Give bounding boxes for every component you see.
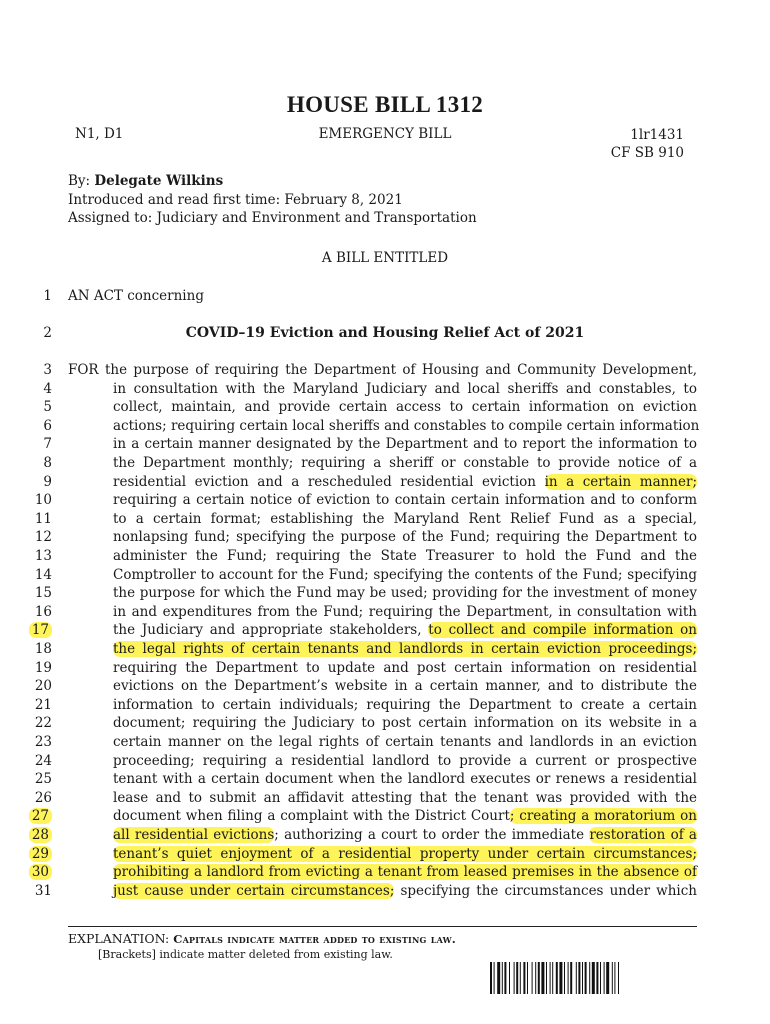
bill-text-line <box>113 827 697 843</box>
barcode-bar <box>578 962 580 994</box>
sponsor-line: By: Delegate Wilkins <box>68 173 224 189</box>
highlighted-text: just cause under certain circumstances; <box>113 882 395 899</box>
text-segment: Comptroller to account for the Fund; specifying the contents of the Fund; specifying <box>113 566 697 583</box>
highlighted-text: tenant’s quiet enjoyment of a residential property under certain circumstances; <box>113 845 697 862</box>
text-segment: the purpose for which the Fund may be used; providing for the investment of money <box>113 585 697 602</box>
barcode-bar <box>527 962 528 994</box>
bill-text-line <box>113 883 697 899</box>
line-number: 21 <box>34 696 52 713</box>
line-number: 22 <box>34 715 52 732</box>
text-segment: information to certain individuals; requiring the Department to create a certain <box>113 696 697 713</box>
doc-id: 1lr1431 <box>630 127 684 143</box>
barcode-bar <box>556 962 558 994</box>
bill-text-line <box>113 715 697 731</box>
bill-text-line <box>113 474 697 490</box>
barcode-bar <box>504 962 506 994</box>
bill-text-line <box>113 790 697 806</box>
bill-codes: N1, D1 <box>75 126 124 142</box>
explanation-line: EXPLANATION: Capitals indicate matter added to existing law. <box>68 931 456 946</box>
barcode-bar <box>582 962 583 994</box>
barcode-bar <box>535 962 536 994</box>
barcode-bar <box>596 962 598 994</box>
act-short-title: COVID–19 Eviction and Housing Relief Act of 2021 <box>185 325 585 341</box>
barcode-bar <box>576 962 577 994</box>
bill-text-line <box>113 622 697 638</box>
barcode-bar <box>612 962 613 994</box>
bill-text-line <box>113 529 697 545</box>
line-number: 26 <box>34 789 52 806</box>
barcode-bar <box>523 962 525 994</box>
assigned-line: Assigned to: Judiciary and Environment and Transportation <box>68 210 477 227</box>
line-number: 3 <box>43 362 52 378</box>
barcode-bar <box>509 962 510 994</box>
barcode-bar <box>546 962 547 994</box>
text-segment: residential eviction and a rescheduled residential eviction <box>113 473 545 490</box>
text-segment: in a certain manner designated by the Department and to report the information to <box>113 436 697 453</box>
text-segment: specifying the circumstances under which <box>394 882 698 899</box>
bill-text-line <box>113 864 697 880</box>
bill-text-line <box>113 641 697 657</box>
bill-text-line <box>113 511 697 527</box>
barcode-bar <box>502 962 503 994</box>
bill-text-line <box>113 455 697 471</box>
text-segment: document; requiring the Judiciary to post certain information on its website in a <box>113 715 697 732</box>
barcode-bar <box>564 962 565 994</box>
line-number: 4 <box>43 380 52 397</box>
text-segment: document when filing a complaint with the District Court <box>113 808 510 825</box>
text-segment: lease and to submit an affidavit attesting that the tenant was provided with the <box>113 789 697 806</box>
barcode-bar <box>592 962 595 994</box>
act-concerning: AN ACT concerning <box>68 288 204 304</box>
sponsor-block <box>68 172 477 228</box>
line-number: 2 <box>43 325 52 341</box>
barcode-bar <box>618 962 619 994</box>
bill-text-line <box>68 362 697 378</box>
bill-text-line <box>113 734 697 750</box>
bill-text-line <box>113 808 697 824</box>
bill-text-line <box>113 436 697 452</box>
line-number: 25 <box>34 771 52 788</box>
bill-text-line <box>113 567 697 583</box>
bill-text-line <box>113 381 697 397</box>
line-number: 9 <box>43 473 52 490</box>
bill-text-line <box>113 604 697 620</box>
introduced-line: Introduced and read first time: February 8, 2021 <box>68 191 403 208</box>
barcode-bar <box>490 962 492 994</box>
bill-text-line <box>113 697 697 713</box>
barcode-bar <box>494 962 495 994</box>
text-segment: requiring a certain notice of eviction to contain certain information and to conform <box>113 492 697 509</box>
bill-doc-ids <box>611 126 684 162</box>
text-segment: ; authorizing a court to order the immediate <box>274 827 590 843</box>
text-segment: nonlapsing fund; specifying the purpose of the Fund; requiring the Department to <box>113 529 697 546</box>
bill-text-line <box>113 399 697 415</box>
line-number: 1 <box>43 288 52 304</box>
text-segment: in and expenditures from the Fund; requiring the Department, in consultation with <box>113 603 697 620</box>
highlighted-text: the legal rights of certain tenants and landlords in certain eviction proceedings; <box>113 641 697 657</box>
barcode-bar <box>514 962 515 994</box>
highlighted-text: restoration of a <box>589 827 697 843</box>
line-number: 14 <box>34 566 52 583</box>
text-segment: tenant with a certain document when the landlord executes or renews a residential <box>113 771 697 788</box>
text-segment: certain manner on the legal rights of certain tenants and landlords in an eviction <box>113 734 697 750</box>
highlighted-text: all residential evictions <box>113 827 275 843</box>
barcode-bar <box>532 962 533 994</box>
bill-text-line <box>113 492 697 508</box>
line-number: 13 <box>34 548 52 564</box>
barcode-bar <box>552 962 553 994</box>
text-segment: actions; requiring certain local sheriffs and constables to compile certain information <box>113 417 700 434</box>
line-number: 30 <box>10 864 52 880</box>
text-segment: in consultation with the Maryland Judiciary and local sheriffs and constables, to <box>113 380 697 397</box>
text-segment: the Judiciary and appropriate stakeholders, <box>113 622 429 639</box>
highlighted-text: prohibiting a landlord from evicting a tenant from leased premises in the absence of <box>113 864 697 881</box>
text-segment: requiring the Department to update and post certain information on residential <box>113 659 697 676</box>
barcode-bar <box>516 962 518 994</box>
barcode-bar <box>606 962 609 994</box>
bill-text-line <box>113 585 697 601</box>
bill-text-line <box>113 678 697 694</box>
text-segment: the Department monthly; requiring a sheriff or constable to provide notice of a <box>113 455 697 471</box>
line-number: 7 <box>43 436 52 453</box>
barcode-bar <box>614 962 615 994</box>
line-number: 27 <box>10 808 52 824</box>
barcode-bar <box>604 962 605 994</box>
text-segment: evictions on the Department’s website in a certain manner, and to distribute the <box>113 678 697 695</box>
line-number: 24 <box>34 752 52 769</box>
cross-reference: CF SB 910 <box>610 145 684 161</box>
barcode <box>490 962 683 994</box>
barcode-bar <box>497 962 500 994</box>
line-number: 18 <box>34 641 52 657</box>
line-number: 20 <box>34 678 52 695</box>
bill-type: EMERGENCY BILL <box>318 126 452 142</box>
bill-text-line <box>113 753 697 769</box>
barcode-bar <box>570 962 572 994</box>
text-segment: collect, maintain, and provide certain access to certain information on eviction <box>113 399 697 416</box>
highlighted-text: to collect and compile information on <box>428 622 698 639</box>
line-number: 23 <box>34 734 52 750</box>
line-number: 12 <box>34 529 52 546</box>
barcode-bar <box>559 962 562 994</box>
text-segment: administer the Fund; requiring the State Treasurer to hold the Fund and the <box>113 548 697 564</box>
line-number: 29 <box>10 846 52 862</box>
text-segment: proceeding; requiring a residential landlord to provide a current or prospective <box>113 752 697 769</box>
line-number: 16 <box>34 603 52 620</box>
barcode-bar <box>541 962 544 994</box>
bill-text-line <box>113 417 700 434</box>
bill-text-line <box>113 771 697 787</box>
line-number: 11 <box>34 510 52 527</box>
barcode-bar <box>589 962 590 994</box>
line-number: 28 <box>10 827 52 843</box>
line-number: 19 <box>34 659 52 676</box>
barcode-bar <box>600 962 601 994</box>
highlighted-text: in a certain manner; <box>544 473 697 490</box>
bill-text-line <box>113 846 697 862</box>
barcode-bar <box>550 962 551 994</box>
barcode-bar <box>568 962 569 994</box>
footer-divider <box>68 926 697 927</box>
bill-title: HOUSE BILL 1312 <box>286 92 484 117</box>
highlighted-text: ; creating a moratorium on <box>509 808 698 825</box>
barcode-bar <box>538 962 540 994</box>
line-number: 10 <box>34 492 52 509</box>
sponsor-name: Delegate Wilkins <box>94 173 224 189</box>
line-number: 15 <box>34 585 52 602</box>
text-segment: to a certain format; establishing the Maryland Rent Relief Fund as a special, <box>113 510 697 527</box>
bill-text-line <box>113 660 697 676</box>
line-number: 5 <box>43 399 52 416</box>
bill-text-line <box>113 548 697 564</box>
barcode-bar <box>585 962 587 994</box>
brackets-line: [Brackets] indicate matter deleted from existing law. <box>98 948 393 961</box>
text-segment: FOR the purpose of requiring the Department of Housing and Community Development, <box>68 362 697 378</box>
line-number: 8 <box>43 455 52 471</box>
line-number: 6 <box>43 417 52 434</box>
barcode-bar <box>520 962 521 994</box>
bill-entitled: A BILL ENTITLED <box>321 250 449 266</box>
line-number: 31 <box>34 882 52 899</box>
line-number: 17 <box>10 622 52 638</box>
